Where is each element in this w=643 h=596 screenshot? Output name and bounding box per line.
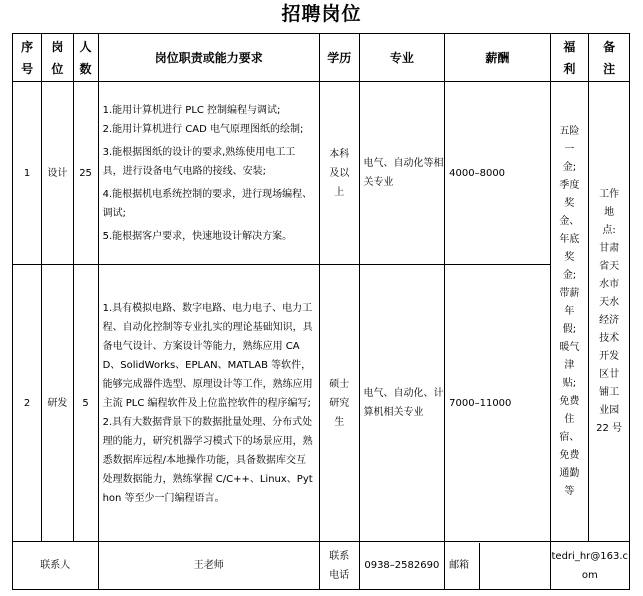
row-seq: 2	[13, 265, 42, 542]
row-salary: 4000–8000	[445, 82, 550, 265]
header-note: 备 注	[589, 34, 630, 82]
header-row	[13, 34, 630, 82]
contact-email-label	[445, 542, 550, 590]
row-count: 5	[73, 265, 98, 542]
row-duties	[98, 265, 319, 542]
contact-row	[13, 542, 630, 590]
header-duty: 岗位职责或能力要求	[98, 34, 319, 82]
header-major: 专业	[359, 34, 445, 82]
row-post: 研发	[42, 265, 73, 542]
duty-item: 1.具有模拟电路、数字电路、电力电子、电力工程、自动化控制等专业扎实的理论基础知识，具备电气设计、方案设计等能力，熟练应用 CAD、SolidWorks、EPLAN、MATLAB 等软件，能够完成器件选型、原理设计等工作，熟练应用主流 PLC 编程软件及上位监控软件的程序编写;	[102, 302, 313, 409]
duty-item: 2.具有大数据背景下的数据批量处理、分布式处理的能力，研究机器学习模式下的场景应用，熟悉数据库远程/本地操作功能，具备数据库交互处理数据能力，熟练掌握 C/C++、Linux、Python 等至少一门编程语言。	[102, 416, 313, 504]
duty-item: 1.能用计算机进行 PLC 控制编程与调试;	[102, 104, 281, 116]
email-label-text: 邮箱	[445, 543, 480, 589]
duty-item: 3.能根据图纸的设计的要求,熟练使用电工工具，进行设备电气电路的接线、安装;	[102, 146, 296, 177]
contact-person: 王老师	[98, 542, 319, 590]
row-edu: 硕士 研究 生	[319, 265, 359, 542]
duty-item: 5.能根据客户要求，快速地设计解决方案。	[102, 230, 293, 242]
header-seq: 序 号	[13, 34, 42, 82]
header-edu: 学历	[319, 34, 359, 82]
note-cell: 工作 地 点: 甘肃 省天 水市 天水 经济 技术 开发 区廿 铺工 业园 22 号	[589, 82, 630, 542]
contact-phone: 0938–2582690	[359, 542, 445, 590]
recruitment-table	[12, 33, 630, 590]
page-title: 招聘岗位	[281, 3, 362, 25]
header-welfare: 福 利	[550, 34, 589, 82]
row-major: 电气、自动化、计算机相关专业	[359, 265, 445, 542]
row-major: 电气、自动化等相关专业	[359, 82, 445, 265]
contact-phone-label: 联系 电话	[319, 542, 359, 590]
contact-person-label: 联系人	[13, 542, 99, 590]
table-row	[13, 265, 630, 542]
duty-item: 2.能用计算机进行 CAD 电气原理图纸的绘制;	[102, 123, 304, 135]
row-post: 设计	[42, 82, 73, 265]
row-duties	[98, 82, 319, 265]
table-row	[13, 82, 630, 265]
duty-item: 4.能根据机电系统控制的要求，进行现场编程、调试;	[102, 188, 313, 219]
row-seq: 1	[13, 82, 42, 265]
row-edu: 本科 及以 上	[319, 82, 359, 265]
row-count: 25	[73, 82, 98, 265]
header-post: 岗 位	[42, 34, 73, 82]
header-salary: 薪酬	[445, 34, 550, 82]
row-salary: 7000–11000	[445, 265, 550, 542]
contact-email: tedri_hr@163.com	[550, 542, 629, 590]
welfare-cell: 五险 一 金; 季度 奖 金、 年底 奖 金; 带薪 年 假; 暖气 津 贴; 免费 住 宿、 免费 通勤 等	[550, 82, 589, 542]
header-count: 人 数	[73, 34, 98, 82]
